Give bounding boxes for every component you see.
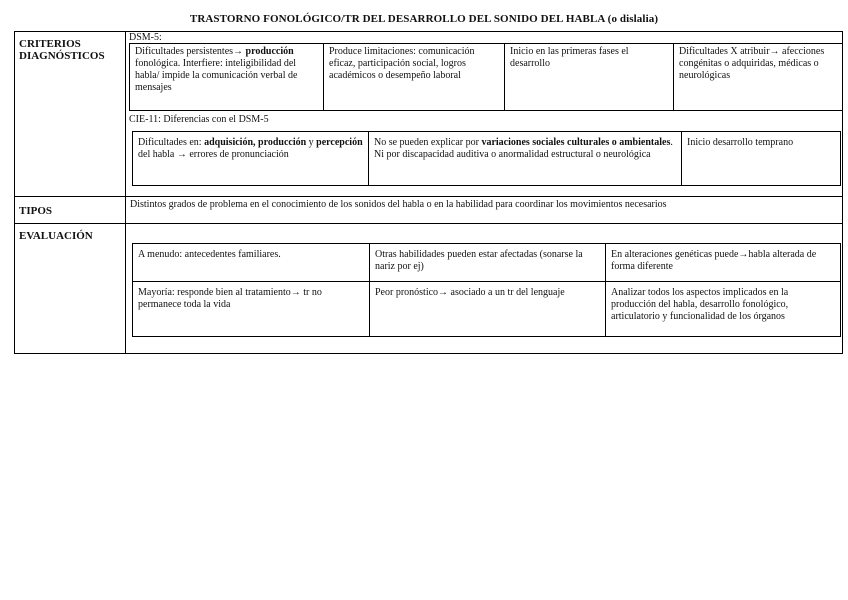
- eval-r2-c3: Analizar todos los aspectos implicados en la producción del habla, desarrollo fonológico, articulatorio y funcionalidad de los órganos: [605, 282, 840, 336]
- main-table: [14, 31, 843, 354]
- page-title: TRASTORNO FONOLÓGICO/TR DEL DESARROLLO DEL SONIDO DEL HABLA (o dislalia): [189, 13, 659, 25]
- eval-r1-c3: En alteraciones genéticas puede→habla alterada de forma diferente: [605, 244, 840, 281]
- dsm5-label: DSM-5:: [129, 32, 162, 43]
- dsm5-cell-2: Produce limitaciones: comunicación eficaz, participación social, logros académicos o desempeño laboral: [323, 44, 504, 110]
- dsm5-cell-1-pre: Dificultades persistentes→: [135, 46, 246, 57]
- column-divider: [125, 32, 126, 353]
- row-divider-criterios: [15, 196, 842, 197]
- cie11-cell-1-bold1: adquisición, producción: [204, 137, 307, 148]
- tipos-label: TIPOS: [19, 205, 53, 217]
- tipos-text: Distintos grados de problema en el conocimiento de los sonidos del habla o en la habilidad para coordinar los movimientos necesarios: [130, 199, 667, 210]
- dsm5-cell-1: [130, 44, 323, 110]
- dsm5-cell-1-post: fonológica. Interfiere: inteligibilidad del habla/ impide la comunicación verbal de mensajes: [135, 58, 298, 93]
- row-divider-tipos: [15, 223, 842, 224]
- dsm5-cell-3: Inicio en las primeras fases el desarrollo: [504, 44, 673, 110]
- cie11-cell-2: [368, 132, 681, 185]
- eval-r2-c1: Mayoría: responde bien al tratamiento→ tr no permanece toda la vida: [138, 287, 322, 310]
- cie11-cell-2-pre: No se pueden explicar por: [374, 137, 482, 148]
- cie11-cell-1-mid: y: [306, 137, 317, 148]
- cie11-cell-1-post: del habla → errores de pronunciación: [138, 149, 289, 160]
- dsm5-box: [129, 43, 843, 111]
- evaluacion-label: EVALUACIÓN: [19, 230, 93, 242]
- cie11-label: CIE-11: Diferencias con el DSM-5: [129, 114, 269, 125]
- evaluacion-row-2: [133, 282, 840, 336]
- evaluacion-row-1: [133, 244, 840, 281]
- cie11-cell-1: [133, 132, 368, 185]
- eval-r1-c2: Otras habilidades pueden estar afectadas (sonarse la nariz por ej): [369, 244, 605, 281]
- cie11-box: [132, 131, 841, 186]
- cie11-cell-3: Inicio desarrollo temprano: [681, 132, 840, 185]
- evaluacion-box: [132, 243, 841, 337]
- cie11-cell-2-bold: variaciones sociales culturales o ambientales: [481, 137, 671, 148]
- eval-r1-c1: A menudo: antecedentes familiares.: [138, 249, 281, 260]
- criterios-label-line1: CRITERIOS: [19, 38, 81, 50]
- dsm5-cell-1-bold: producción: [245, 46, 294, 57]
- cie11-cell-1-bold2: percepción: [316, 137, 363, 148]
- cie11-cell-2-post: . Ni por discapacidad auditiva o anormalidad estructural o neurológica: [374, 137, 673, 160]
- cie11-cell-1-pre: Dificultades en:: [138, 137, 205, 148]
- eval-r2-c2: Peor pronóstico→ asociado a un tr del lenguaje: [369, 282, 605, 336]
- criterios-label: [19, 38, 105, 62]
- dsm5-cell-4: Dificultades X atribuir→ afecciones congénitas o adquiridas, médicas o neurológicas: [673, 44, 842, 110]
- criterios-label-line2: DIAGNÓSTICOS: [19, 50, 105, 62]
